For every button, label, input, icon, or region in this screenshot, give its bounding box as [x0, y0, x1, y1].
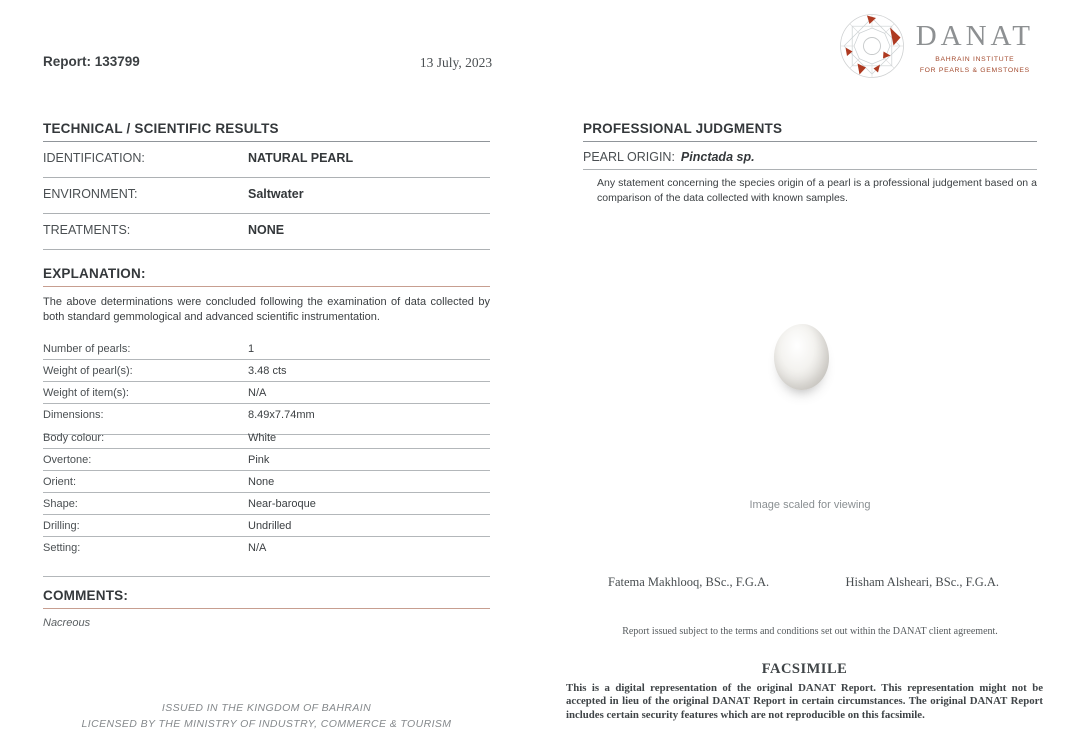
row-label: Weight of item(s):: [43, 387, 129, 399]
issuer-line2: LICENSED BY THE MINISTRY OF INDUSTRY, COMMERCE & TOURISM: [81, 718, 452, 731]
row-value: 8.49x7.74mm: [248, 409, 315, 421]
row-value: NATURAL PEARL: [248, 151, 354, 165]
row-label: ENVIRONMENT:: [43, 187, 138, 201]
issuer-footer: [43, 700, 490, 733]
row-value: Near-baroque: [248, 498, 316, 510]
row-value: Undrilled: [248, 520, 292, 532]
signatures-row: [583, 575, 1037, 590]
table-row: [43, 537, 490, 577]
row-value: 3.48 cts: [248, 365, 287, 377]
pearl-origin-row: [583, 142, 1037, 170]
row-label: Weight of pearl(s):: [43, 365, 133, 377]
row-label: Drilling:: [43, 520, 80, 532]
row-value: Saltwater: [248, 187, 304, 201]
pearl-photo: [774, 324, 829, 390]
comments-title: COMMENTS:: [43, 588, 490, 609]
table-row: [43, 360, 490, 382]
row-value: None: [248, 476, 275, 488]
facsimile-text: This is a digital representation of the original DANAT Report. This representation might not be accepted in lieu of the original DANAT Report in certain circumstances. The original DANAT Report includes certain security features which are not reproducible on this facsimile.: [566, 682, 1043, 721]
professional-judgments-title: PROFESSIONAL JUDGMENTS: [583, 121, 1037, 142]
row-label: Number of pearls:: [43, 343, 131, 355]
logo-subtitle-line2: FOR PEARLS & GEMSTONES: [919, 66, 1030, 74]
pearl-origin-value: Pinctada sp.: [680, 150, 755, 164]
table-row: [43, 471, 490, 493]
logo-wordmark: [916, 22, 1034, 77]
facsimile-title: FACSIMILE: [761, 661, 848, 677]
row-value: 1: [248, 343, 255, 355]
table-row: [43, 449, 490, 471]
row-label: Body colour:: [43, 432, 105, 444]
technical-results-title: TECHNICAL / SCIENTIFIC RESULTS: [43, 121, 490, 142]
row-label: Overtone:: [43, 454, 92, 466]
row-label: Dimensions:: [43, 409, 104, 421]
row-value: N/A: [248, 387, 267, 399]
terms-note: Report issued subject to the terms and conditions set out within the DANAT client agreement.: [622, 626, 998, 637]
comments-section: [43, 588, 490, 629]
row-value: N/A: [248, 542, 267, 554]
technical-results-section: [43, 121, 490, 250]
logo-subtitle-line1: BAHRAIN INSTITUTE: [935, 56, 1015, 63]
row-value: NONE: [248, 223, 285, 237]
gem-ornament-icon: [838, 12, 906, 80]
pearl-origin-label: PEARL ORIGIN:: [583, 150, 675, 164]
table-row: [43, 338, 490, 360]
report-date: 13 July, 2023: [419, 55, 493, 70]
table-row: [43, 178, 490, 214]
origin-disclaimer: Any statement concerning the species origin of a pearl is a professional judgement based on a comparison of the data collected with known samples.: [597, 177, 1037, 204]
explanation-title: EXPLANATION:: [43, 266, 490, 287]
pearl-properties-group1: [43, 338, 490, 435]
table-row: [43, 142, 490, 178]
pearl-properties-group2: [43, 427, 490, 577]
logo-name: DANAT: [915, 20, 1034, 52]
facsimile-section: [566, 661, 1043, 722]
table-row: [43, 382, 490, 404]
signature-left: Fatema Makhlooq, BSc., F.G.A.: [608, 575, 770, 589]
row-label: TREATMENTS:: [43, 223, 131, 237]
row-label: IDENTIFICATION:: [43, 151, 145, 165]
report-number: Report: 133799: [43, 54, 140, 69]
table-row: [43, 493, 490, 515]
issuer-line1: ISSUED IN THE KINGDOM OF BAHRAIN: [161, 702, 372, 714]
row-label: Shape:: [43, 498, 78, 510]
table-row: [43, 515, 490, 537]
comments-text: Nacreous: [43, 617, 91, 629]
table-row: [43, 427, 490, 449]
professional-judgments-section: [583, 121, 1037, 205]
explanation-section: [43, 266, 490, 326]
signature-right: Hisham Alsheari, BSc., F.G.A.: [845, 575, 999, 589]
row-label: Orient:: [43, 476, 77, 488]
table-row: [43, 214, 490, 250]
danat-logo: [838, 12, 1034, 80]
row-label: Setting:: [43, 542, 81, 554]
row-value: White: [248, 432, 277, 444]
logo-subtitle: [920, 55, 1030, 77]
image-caption: Image scaled for viewing: [749, 499, 871, 511]
row-value: Pink: [248, 454, 270, 466]
explanation-text: The above determinations were concluded following the examination of data collected by both standard gemmological and advanced scientific instrumentation.: [43, 296, 490, 324]
